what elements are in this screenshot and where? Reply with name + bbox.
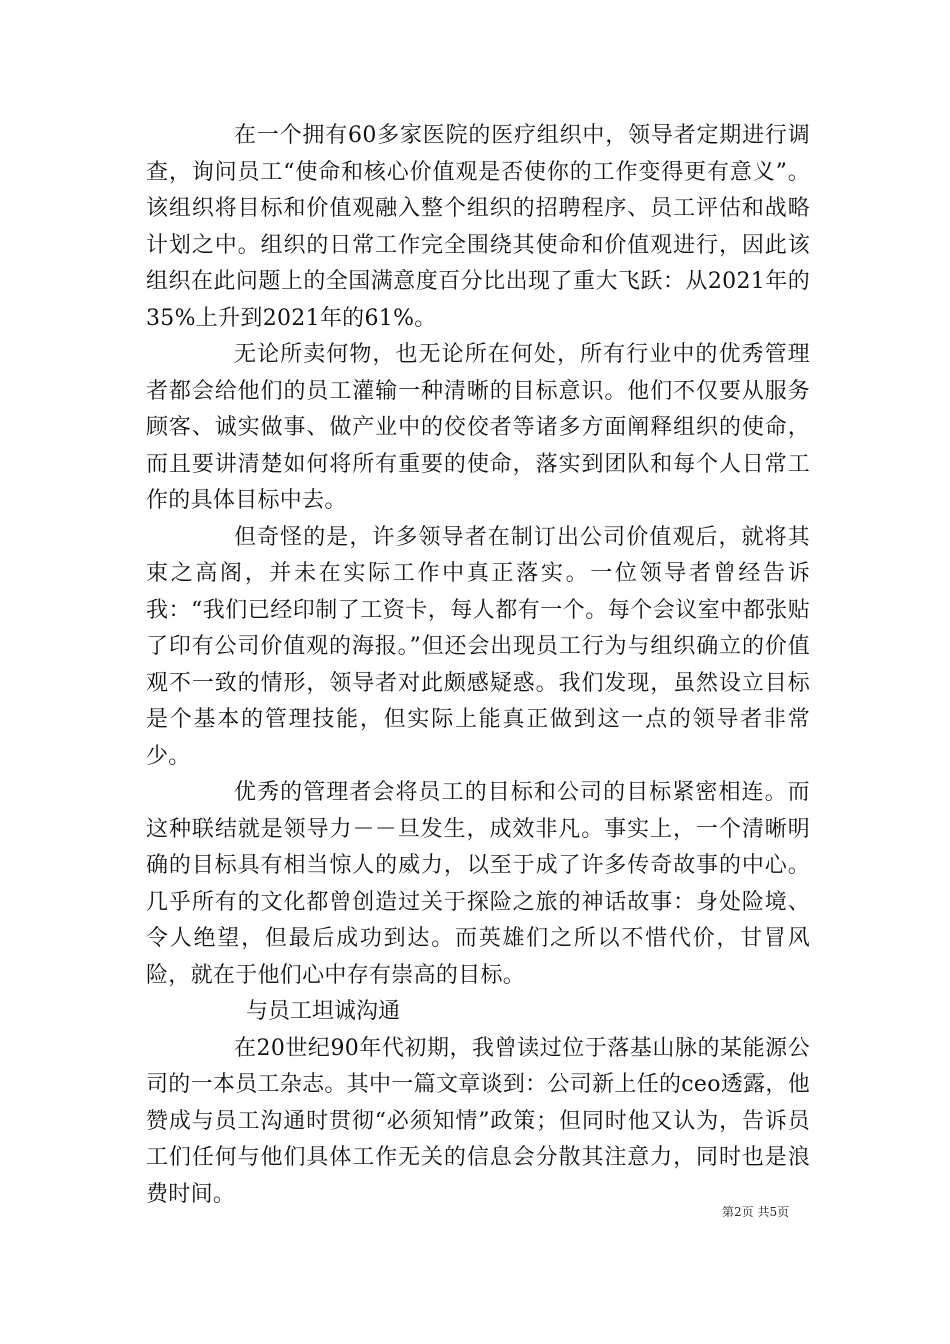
- paragraph-3: 但奇怪的是，许多领导者在制订出公司价值观后，就将其束之高阁，并未在实际工作中真正落实。一位领导者曾经告诉我：“我们已经印制了工资卡，每人都有一个。每个会议室中都张贴了印有公司价值观的海报。”但还会出现员工行为与组织确立的价值观不一致的情形，领导者对此颇感疑惑。我们发现，虽然设立目标是个基本的管理技能，但实际上能真正做到这一点的领导者非常少。: [146, 524, 810, 769]
- paragraph-2: 无论所卖何物，也无论所在何处，所有行业中的优秀管理者都会给他们的员工灌输一种清晰的目标意识。他们不仅要从服务顾客、诚实做事、做产业中的佼佼者等诸多方面阐释组织的使命，而且要讲清楚如何将所有重要的使命，落实到团队和每个人日常工作的具体目标中去。: [146, 342, 810, 513]
- paragraph-1: 在一个拥有60多家医院的医疗组织中，领导者定期进行调查，询问员工“使命和核心价值观是否使你的工作变得更有意义”。该组织将目标和价值观融入整个组织的招聘程序、员工评估和战略计划之中。组织的日常工作完全围绕其使命和价值观进行，因此该组织在此问题上的全国满意度百分比出现了重大飞跃：从2021年的35%上升到2021年的61%。: [146, 123, 810, 331]
- paragraph-5: 在20世纪90年代初期，我曾读过位于落基山脉的某能源公司的一本员工杂志。其中一篇文章谈到：公司新上任的ceo透露，他赞成与员工沟通时贯彻“必须知情”政策；但同时他又认为，告诉员工们任何与他们具体工作无关的信息会分散其注意力，同时也是浪费时间。: [146, 1035, 810, 1207]
- section-heading: 与员工坦诚沟通: [246, 999, 401, 1024]
- page-number: 第2页 共5页: [722, 1205, 790, 1219]
- document-body: [146, 118, 810, 1213]
- paragraph-4: 优秀的管理者会将员工的目标和公司的目标紧密相连。而这种联结就是领导力－－旦发生，成效非凡。事实上，一个清晰明确的目标具有相当惊人的威力，以至于成了许多传奇故事的中心。几乎所有的文化都曾创造过关于探险之旅的神话故事：身处险境、令人绝望，但最后成功到达。而英雄们之所以不惜代价，甘冒风险，就在于他们心中存有崇高的目标。: [146, 780, 810, 988]
